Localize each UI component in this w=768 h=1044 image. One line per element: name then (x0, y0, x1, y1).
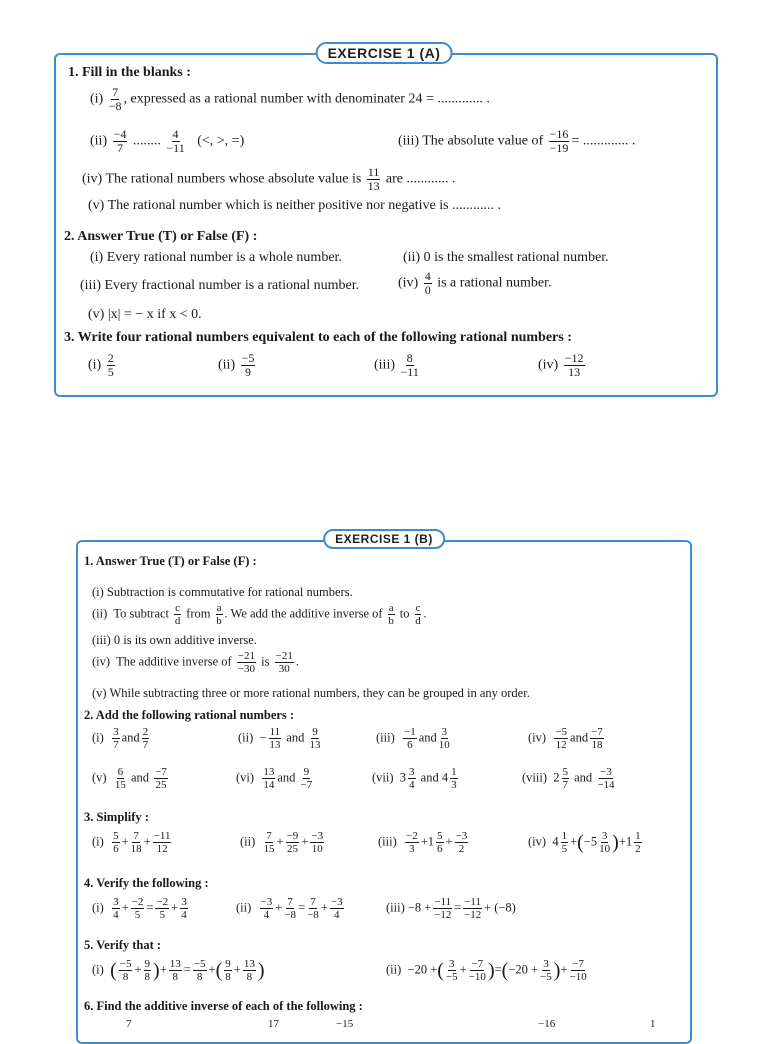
b-q2-item-iv: (iv) $\frac{-5}{12}$ and $\frac{-7}{18}$ (528, 726, 603, 751)
b-q3-title: 3. Simplify : (84, 810, 149, 824)
q3-title: 3. Write four rational numbers equivalent to each of the following rational numbers : (64, 330, 572, 345)
b-q6-partial-4: −16 (538, 1018, 556, 1030)
b-q4-item-ii: (ii) $\frac{-3}{4}$ + $\frac{7}{-8}$ = $\frac{7}{-8}$ + $\frac{-3}{4}$ (236, 896, 343, 921)
b-q4-title: 4. Verify the following : (84, 876, 209, 890)
q1-item-i: (i) $\frac{7}{-8}$ , expressed as a rational number with denominater 24 = ............. . (90, 85, 490, 113)
q2-item-i: (i) Every rational number is a whole number. (90, 250, 342, 265)
exercise-1b-title: EXERCISE 1 (B) (323, 529, 445, 549)
b-q2-item-ii: (ii) − $\frac{11}{13}$ and $\frac{9}{13}$ (238, 726, 321, 751)
q3-item-i: (i) $\frac{2}{5}$ (88, 351, 114, 379)
b-q5-item-ii: (ii) −20 +( $\frac{3}{-5}$ + $\frac{-7}{-10}$ )=(−20 + $\frac{3}{-5}$ )+ $\frac{-7}{-10}$ (386, 958, 587, 983)
q3-item-iii: (iii) $\frac{8}{-11}$ (374, 351, 419, 379)
q1-item-iii: (iii) The absolute value of $\frac{-16}{-19}$ = ............. . (398, 127, 636, 155)
q3-item-ii: (ii) $\frac{-5}{9}$ (218, 351, 255, 379)
b-q3-item-ii: (ii) $\frac{7}{15}$ + $\frac{-9}{25}$ + $\frac{-3}{10}$ (240, 830, 324, 855)
b-q2-item-iii: (iii) $\frac{-1}{6}$ and $\frac{3}{10}$ (376, 726, 450, 751)
b-q2-item-vii: (vii) 3 $\frac{3}{4}$ and 4 $\frac{1}{3}$ (372, 766, 457, 791)
b-q2-title: 2. Add the following rational numbers : (84, 708, 295, 722)
b-q1-item-v: (v) While subtracting three or more rational numbers, they can be grouped in any order. (92, 686, 530, 700)
b-q4-item-i: (i) $\frac{3}{4}$ + $\frac{-2}{5}$ = $\frac{-2}{5}$ + $\frac{3}{4}$ (92, 896, 187, 921)
b-q4-item-iii: (iii) −8 + $\frac{-11}{-12}$ = $\frac{-11}{-12}$ + (−8) (386, 896, 516, 921)
b-q6-partial-1: 7 (126, 1018, 132, 1030)
b-q3-item-i: (i) $\frac{5}{6}$ + $\frac{7}{18}$ + $\frac{-11}{12}$ (92, 830, 171, 855)
b-q5-item-i: (i) ( $\frac{-5}{8}$ + $\frac{9}{8}$ )+ $\frac{13}{8}$ = $\frac{-5}{8}$ +( $\frac{9}{8}$ + $\frac{13}{8}$ ) (92, 958, 265, 983)
b-q2-item-vi: (vi) $\frac{13}{14}$ and $\frac{9}{-7}$ (236, 766, 313, 791)
b-q6-title: 6. Find the additive inverse of each of the following : (84, 999, 363, 1013)
b-q6-partial-3: −15 (336, 1018, 354, 1030)
q2-item-iv: (iv) $\frac{4}{0}$ is a rational number. (398, 269, 552, 297)
q3-item-iv: (iv) $\frac{-12}{13}$ (538, 351, 584, 379)
b-q6-partial-5: 1 (650, 1018, 656, 1030)
b-q1-title: 1. Answer True (T) or False (F) : (84, 554, 257, 568)
b-q1-item-iv: (iv) The additive inverse of $\frac{-21}{-30}$ is $\frac{-21}{30}$ . (92, 650, 299, 675)
q2-item-ii: (ii) 0 is the smallest rational number. (403, 250, 609, 265)
b-q5-title: 5. Verify that : (84, 938, 162, 952)
b-q1-item-ii: (ii) To subtract $\frac{c}{d}$ from $\frac{a}{b}$ . We add the additive inverse of $\frac{a}{b}$ to $\frac{c}{d}$ . (92, 602, 427, 627)
q2-item-iii: (iii) Every fractional number is a rational number. (80, 278, 360, 293)
q1-item-ii: (ii) $\frac{-4}{7}$ ........ $\frac{4}{-11}$ (<, >, =) (90, 127, 245, 155)
b-q1-item-iii: (iii) 0 is its own additive inverse. (92, 633, 257, 647)
b-q2-item-i: (i) $\frac{3}{7}$ and $\frac{2}{7}$ (92, 726, 149, 751)
b-q3-item-iv: (iv) 4 $\frac{1}{5}$ +(−5 $\frac{3}{10}$ )+1 $\frac{1}{2}$ (528, 830, 641, 855)
q2-title: 2. Answer True (T) or False (F) : (64, 229, 258, 244)
b-q2-item-viii: (viii) 2 $\frac{5}{7}$ and $\frac{-3}{-14}$ (522, 766, 615, 791)
b-q3-item-iii: (iii) $\frac{-2}{3}$ +1 $\frac{5}{6}$ + $\frac{-3}{2}$ (378, 830, 468, 855)
b-q6-partial-2: 17 (268, 1018, 279, 1030)
q2-item-v: (v) |x| = − x if x < 0. (88, 307, 202, 322)
exercise-1a-title: EXERCISE 1 (A) (316, 42, 453, 64)
q1-item-v: (v) The rational number which is neither positive nor negative is ............ . (88, 198, 502, 213)
b-q1-item-i: (i) Subtraction is commutative for rational numbers. (92, 585, 353, 599)
q1-item-iv: (iv) The rational numbers whose absolute value is $\frac{11}{13}$ are ............ . (82, 165, 456, 193)
q1-title: 1. Fill in the blanks : (68, 65, 191, 80)
b-q2-item-v: (v) $\frac{6}{15}$ and $\frac{-7}{25}$ (92, 766, 167, 791)
